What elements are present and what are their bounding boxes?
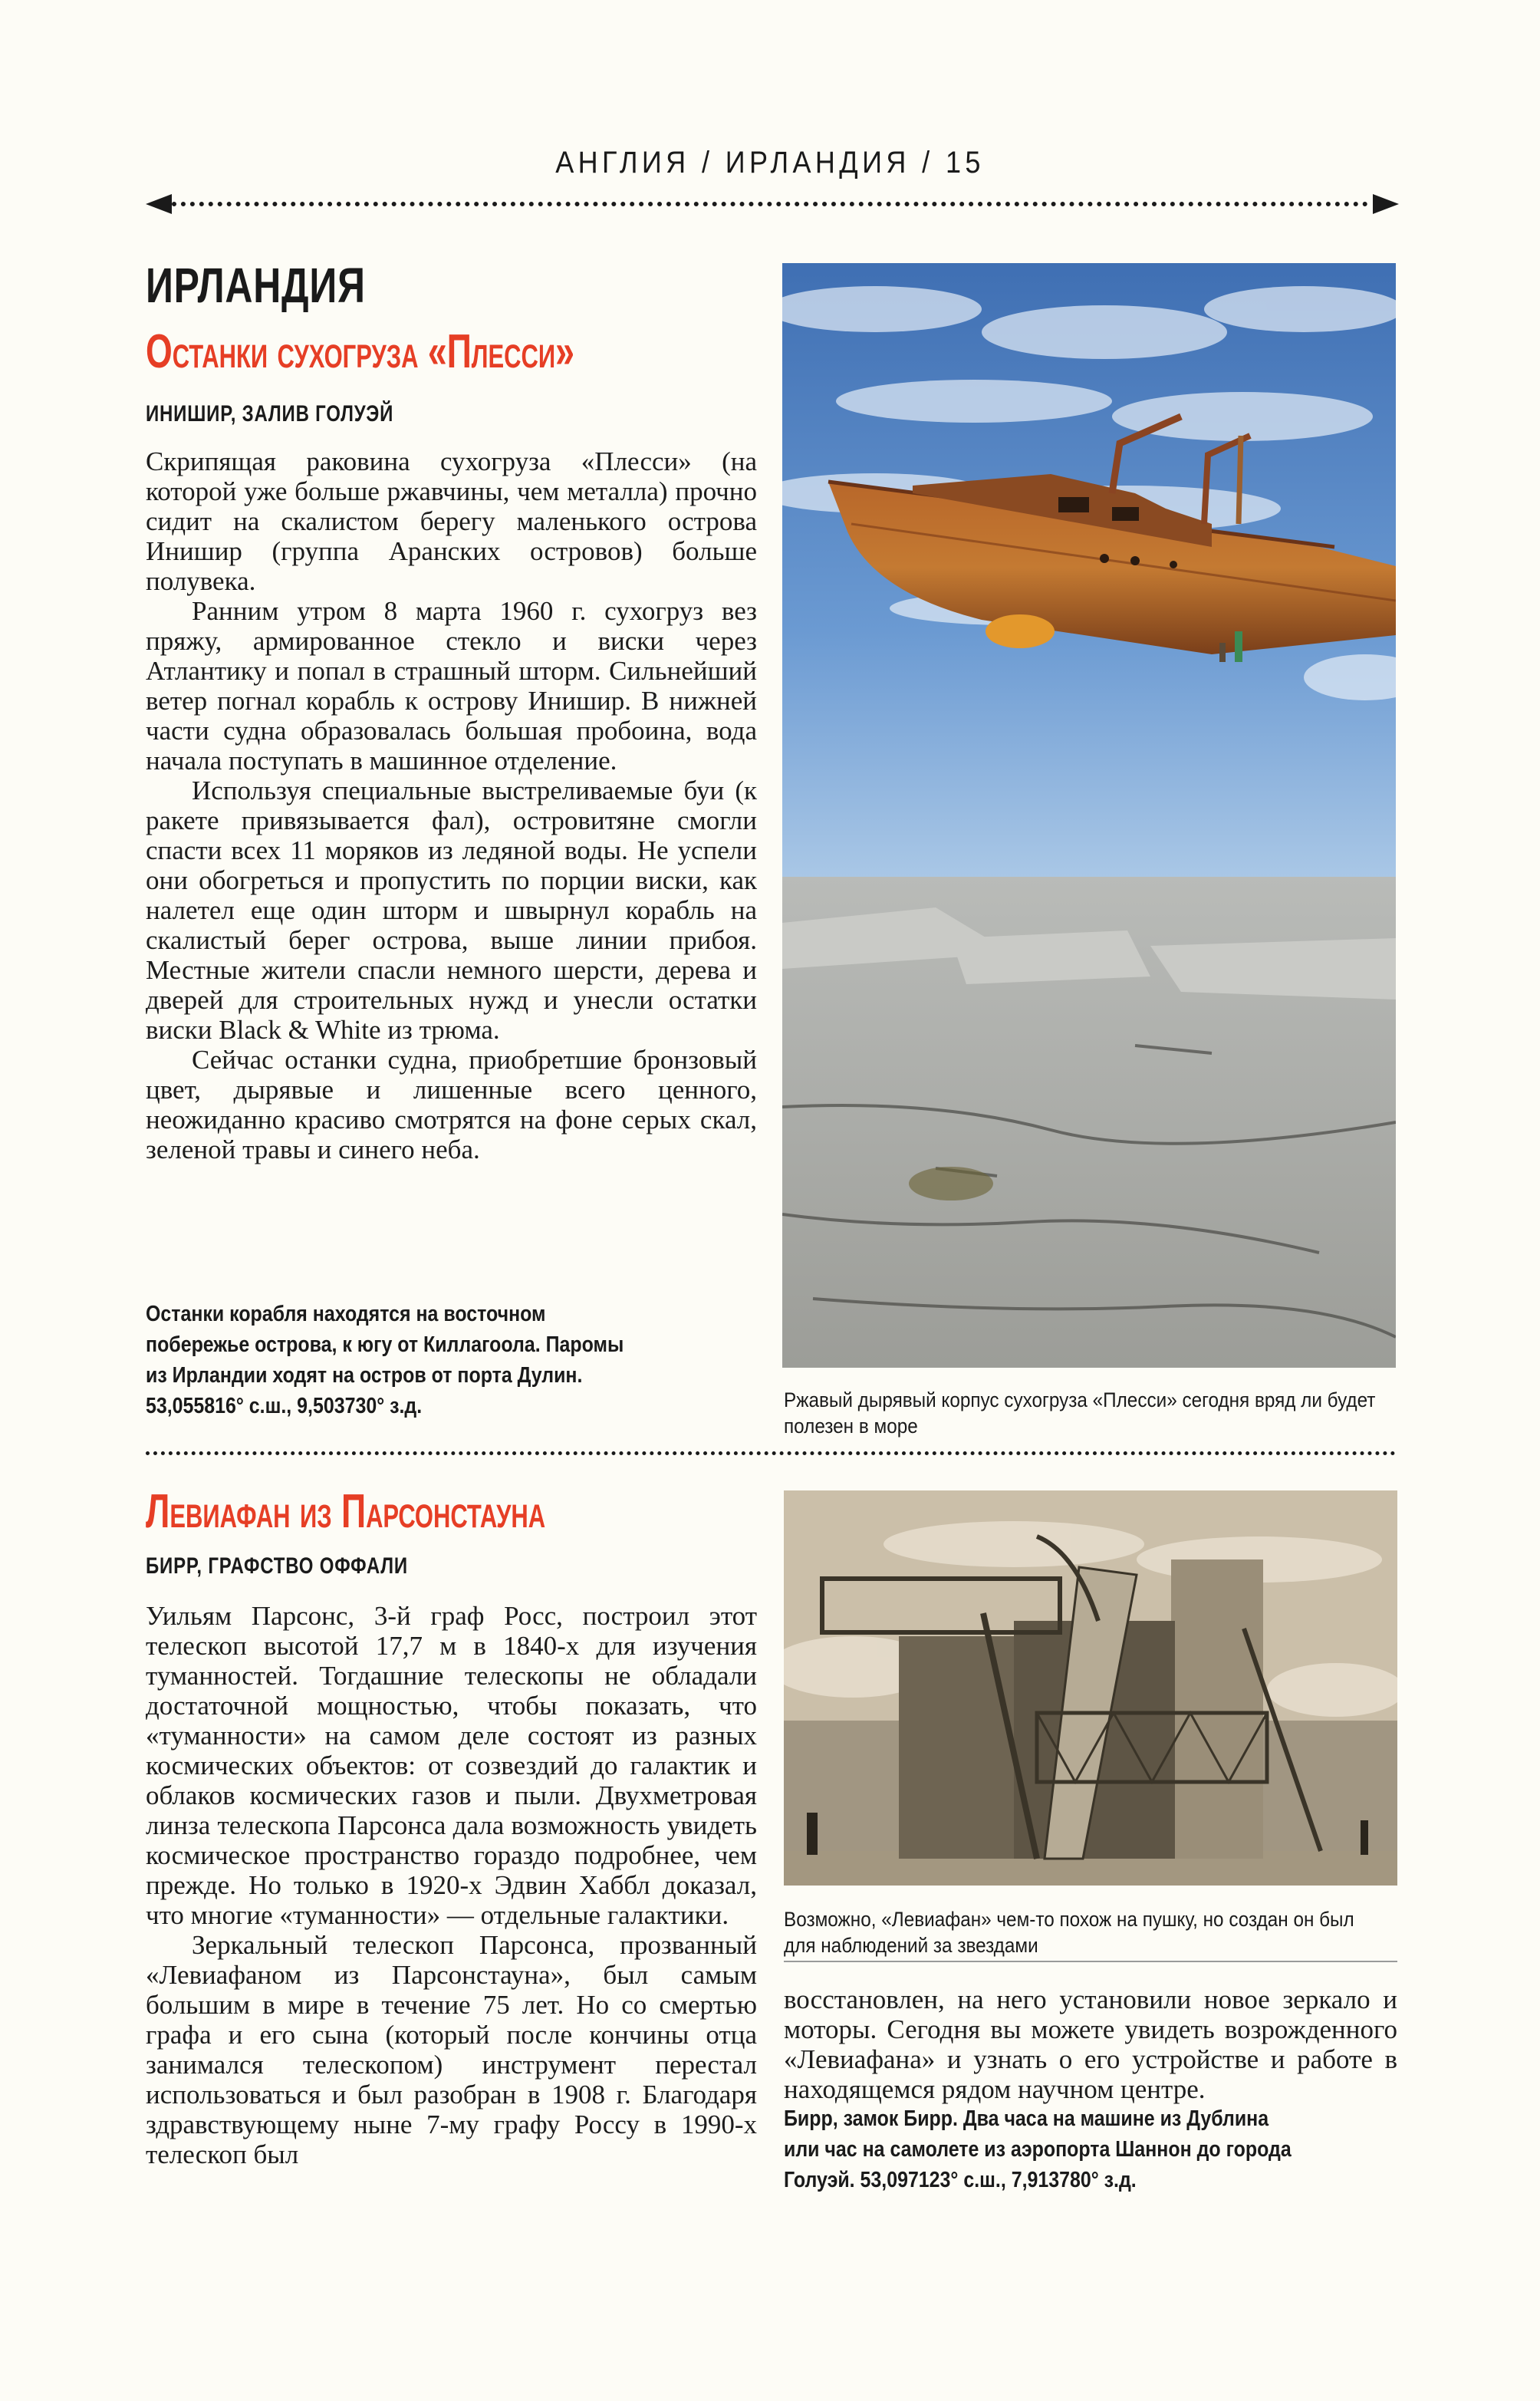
paragraph: Используя специальные выстреливаемые буи (к ракете привязывается фал), островитяне смогли спасти всех 11 моряков из ледяной воды. Не успели они обогреться и пропустить по порции виски, как налетел еще один шторм и швырнул корабль на скалистый берег острова, выше линии прибоя. Местные жители спасли немного шерсти, дерева и дверей для строительных нужд и унесли остатки виски Black & White из трюма. bbox=[146, 776, 757, 1045]
photo-1-caption: Ржавый дырявый корпус сухогруза «Плесси» сегодня вряд ли будет полезен в море bbox=[784, 1388, 1376, 1438]
article-1-practical-note bbox=[146, 1299, 633, 1421]
shipwreck-photo bbox=[782, 263, 1396, 1368]
telescope-engraving bbox=[784, 1490, 1397, 1886]
leviathan-telescope-illustration bbox=[784, 1490, 1397, 1886]
header-dotted-rule bbox=[172, 202, 1368, 206]
article-2-location: БИРР, ГРАФСТВО ОФФАЛИ bbox=[146, 1553, 408, 1579]
arrow-left-icon bbox=[146, 194, 172, 214]
article-1-location: ИНИШИР, ЗАЛИВ ГОЛУЭЙ bbox=[146, 401, 394, 427]
paragraph: Сейчас останки судна, приобретшие бронзовый цвет, дырявые и лишенные всего ценного, неожиданно красиво смотрятся на фоне серых скал, зеленой травы и синего неба. bbox=[146, 1045, 757, 1164]
country-heading: ИРЛАНДИЯ bbox=[146, 258, 366, 313]
article-2-practical-note: Бирр, замок Бирр. Два часа на машине из Дублина или час на самолете из аэропорта Шаннон до города Голуэй. 53,097123° с.ш., 7,913780° з.д. bbox=[784, 2106, 1292, 2192]
article-1-body bbox=[146, 446, 757, 1164]
paragraph: Уильям Парсонс, 3-й граф Росс, построил этот телескоп высотой 17,7 м в 1840-х для изучения туманностей. Тогдашние телескопы не обладали достаточной мощностью, чтобы показать, что «туманности» на самом деле состоят из разных космических объектов: от созвездий до галактик и облаков космических газов и пыли. Двухметровая линза телескопа Парсонса дала возможность увидеть космическое пространство гораздо подробнее, чем прежде. Но только в 1920-х Эдвин Хаббл доказал, что многие «туманности» — отдельные галактики. bbox=[146, 1601, 757, 1930]
article-2-title: Левиафан из Парсонстауна bbox=[146, 1485, 546, 1538]
photo-2-caption: Возможно, «Левиафан» чем-то похож на пушку, но создан он был для наблюдений за звездами bbox=[784, 1908, 1354, 1957]
shipwreck-illustration bbox=[782, 263, 1396, 1368]
article-2-continuation bbox=[784, 1984, 1397, 2104]
caption-rule bbox=[784, 1961, 1397, 1962]
directions-text: Останки корабля находятся на восточном побережье острова, к югу от Киллагоола. Паромы из Ирландии ходят на остров от порта Дулин. bbox=[146, 1302, 624, 1388]
paragraph: Скрипящая раковина сухогруза «Плесси» (на которой уже больше ржавчины, чем металла) прочно сидит на скалистом берегу маленького острова Инишир (группа Аранских островов) больше полувека. bbox=[146, 446, 757, 596]
article-2-body bbox=[146, 1601, 757, 2169]
section-dotted-separator bbox=[146, 1451, 1396, 1455]
paragraph: Ранним утром 8 марта 1960 г. сухогруз вез пряжу, армированное стекло и виски через Атлантику и попал в страшный шторм. Сильнейший ветер погнал корабль к острову Инишир. В нижней части судна образовалась большая пробоина, вода начала поступать в машинное отделение. bbox=[146, 596, 757, 776]
coordinates: 53,055816° с.ш., 9,503730° з.д. bbox=[146, 1394, 423, 1418]
running-header: АНГЛИЯ / ИРЛАНДИЯ / 15 bbox=[555, 146, 985, 179]
paragraph: Зеркальный телескоп Парсонса, прозванный «Левиафаном из Парсонстауна», был самым большим в мире в течение 75 лет. Но со смертью графа и его сына (который после кончины отца занимался телескопом) инструмент перестал использоваться и был разобран в 1908 г. Благодаря здравствующему ныне 7-му графу Россу в 1990-х телескоп был bbox=[146, 1930, 757, 2169]
article-1-title: Останки сухогруза «Плесси» bbox=[146, 325, 574, 378]
arrow-right-icon bbox=[1373, 194, 1399, 214]
paragraph: восстановлен, на него установили новое зеркало и моторы. Сегодня вы можете увидеть возрожденного «Левиафана» и узнать о его устройстве и работе в находящемся рядом научном центре. bbox=[784, 1984, 1397, 2104]
